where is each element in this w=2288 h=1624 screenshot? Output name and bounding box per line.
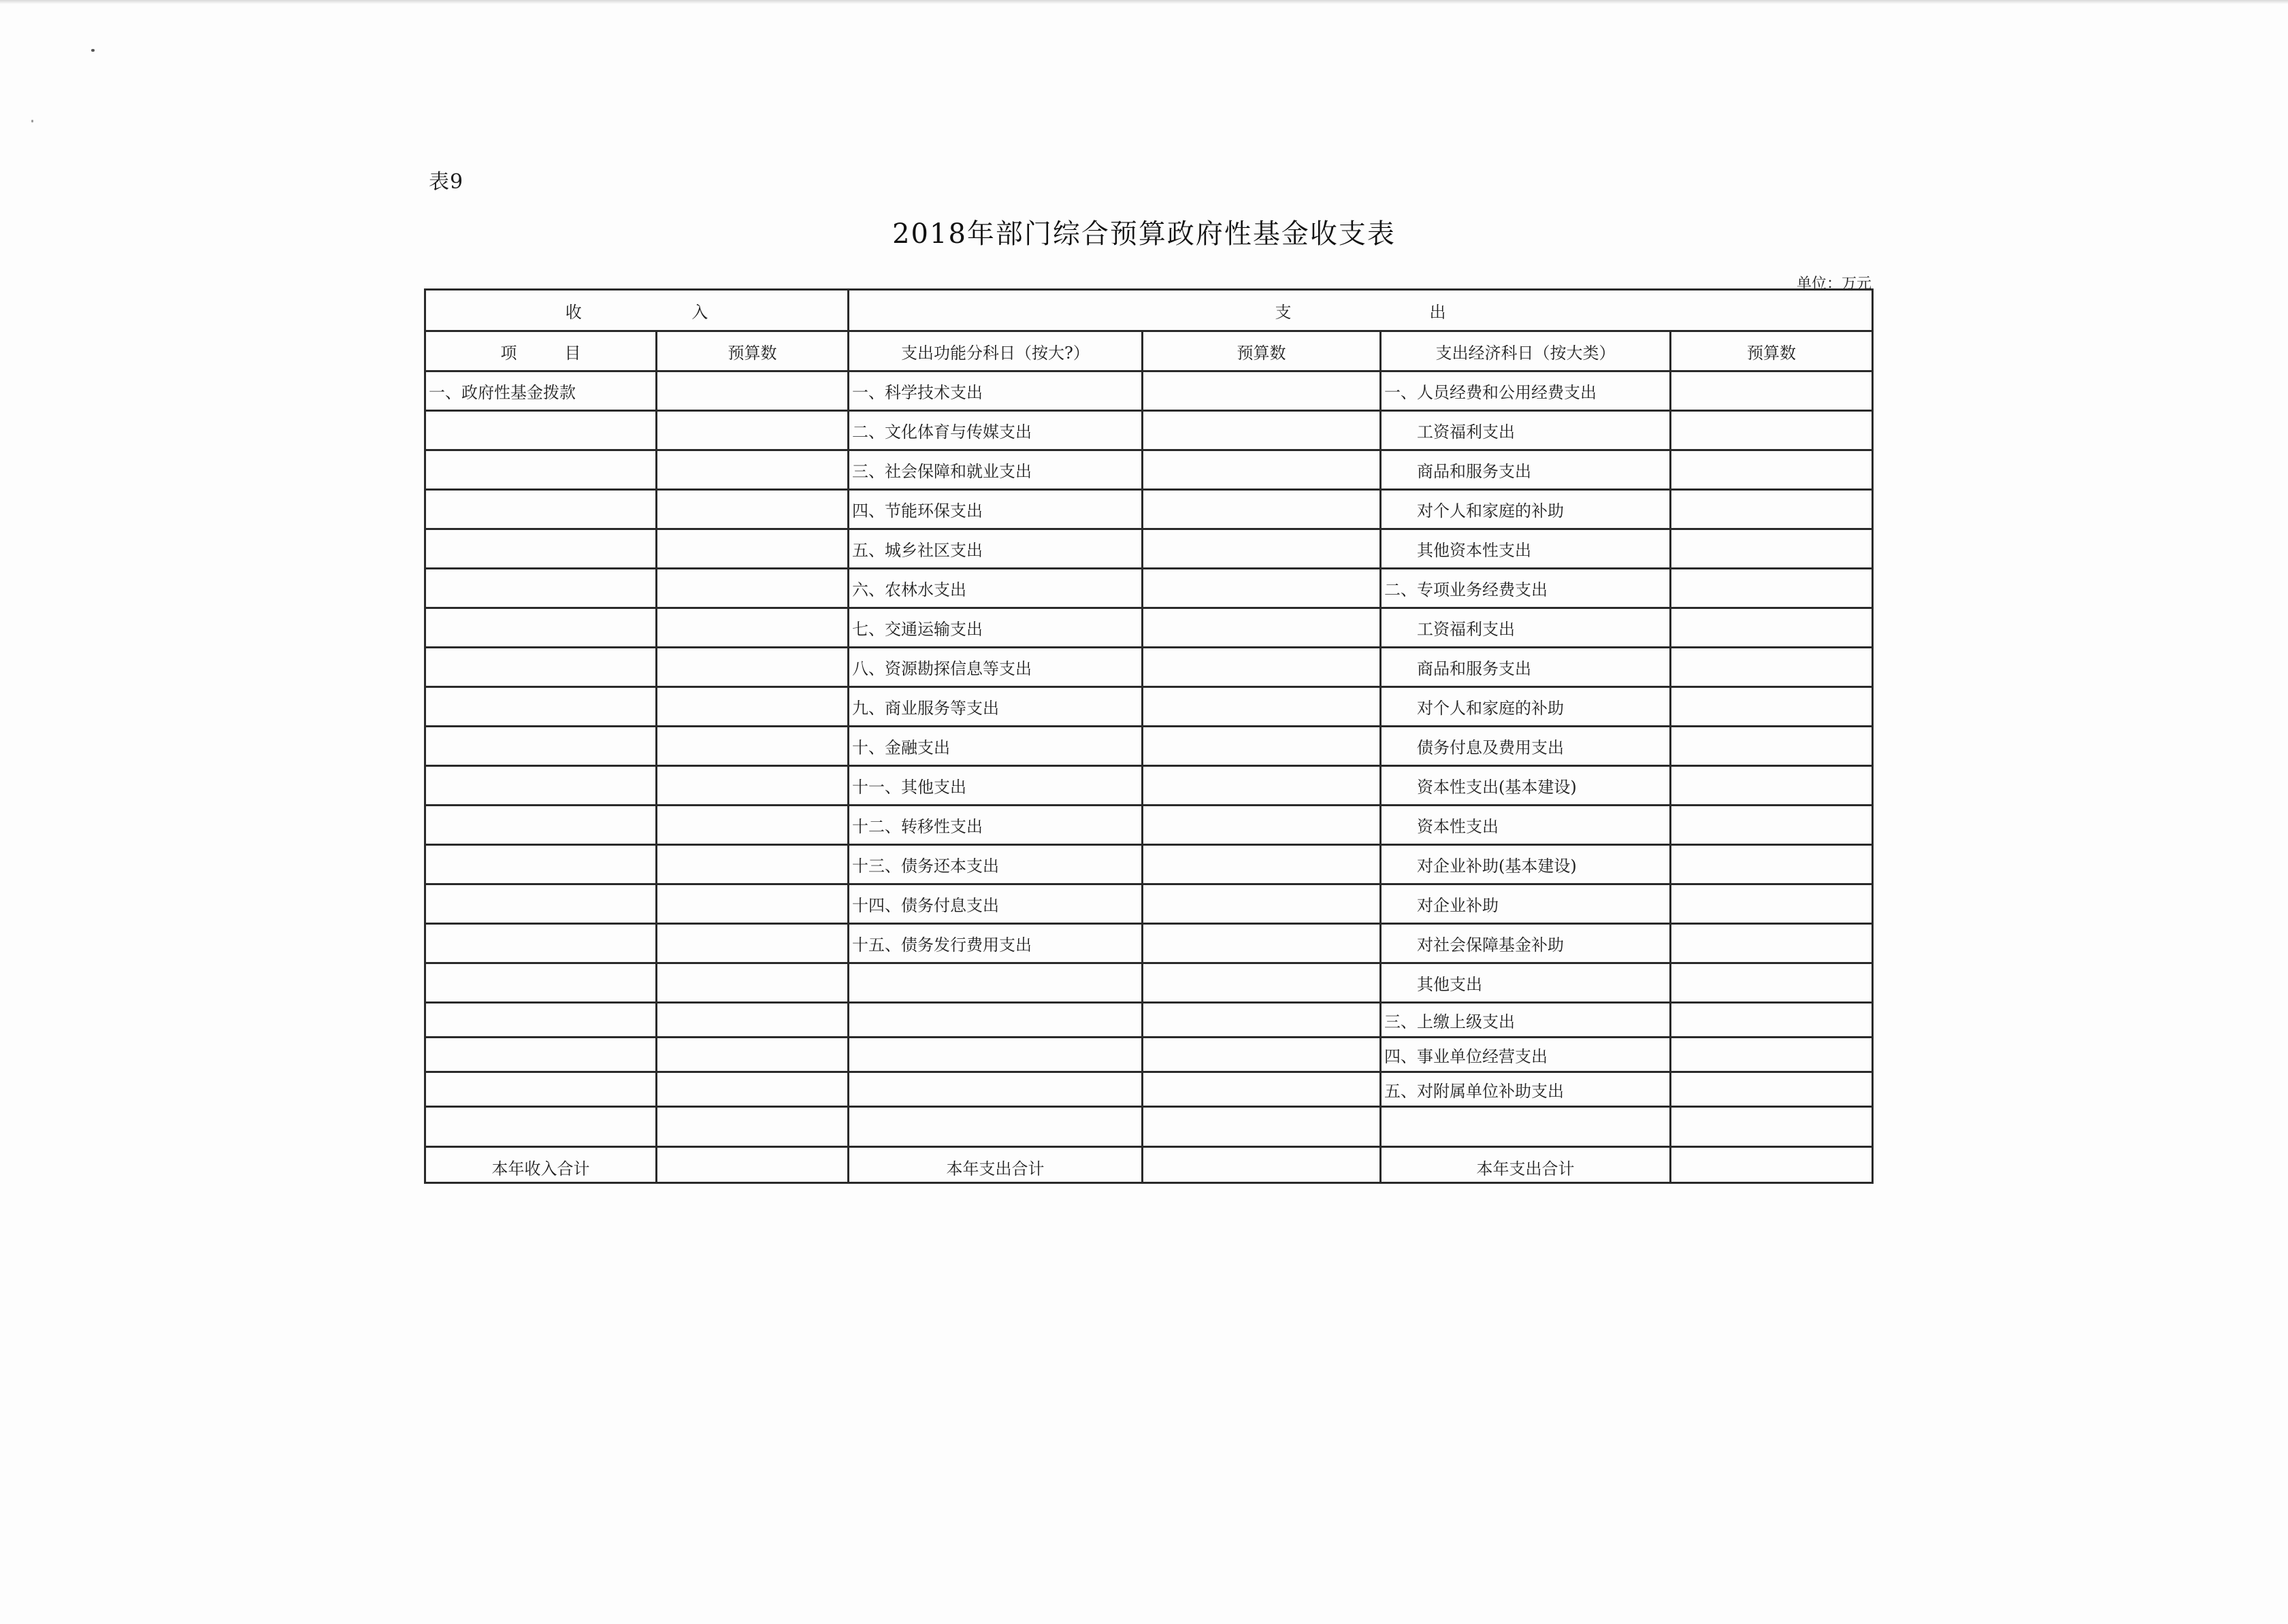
income-budget-cell [657, 727, 849, 766]
econ-budget-cell [1671, 569, 1873, 608]
income-budget-cell [657, 963, 849, 1003]
table-row [425, 766, 1873, 806]
econ-budget-cell [1671, 1038, 1873, 1072]
item-char-1: 项 [500, 343, 517, 363]
col-header-func: 支出功能分科日（按大?） [849, 331, 1143, 371]
func-item-cell [849, 1038, 1143, 1072]
func-budget-cell [1143, 727, 1381, 766]
func-budget-cell [1143, 450, 1381, 490]
func-total-label: 本年支出合计 [849, 1147, 1143, 1183]
econ-item-cell: 一、人员经费和公用经费支出 [1381, 371, 1671, 411]
scan-speck [91, 49, 95, 52]
table-row [425, 884, 1873, 924]
income-budget-cell [657, 766, 849, 806]
econ-budget-cell [1671, 924, 1873, 963]
econ-budget-cell [1671, 884, 1873, 924]
func-item-cell: 十、金融支出 [849, 727, 1143, 766]
econ-item-cell: 对企业补助 [1381, 884, 1671, 924]
table-row [425, 529, 1873, 569]
econ-budget-cell [1671, 490, 1873, 529]
column-header-row [425, 331, 1873, 371]
col-header-budget-3: 预算数 [1671, 331, 1873, 371]
econ-budget-cell [1671, 1072, 1873, 1107]
income-char-2: 入 [691, 302, 708, 322]
econ-item-cell: 三、上缴上级支出 [1381, 1003, 1671, 1038]
scan-speck [31, 120, 33, 122]
income-item-cell [425, 963, 657, 1003]
func-item-cell: 十五、债务发行费用支出 [849, 924, 1143, 963]
func-budget-cell [1143, 529, 1381, 569]
table-row [425, 963, 1873, 1003]
func-budget-cell [1143, 963, 1381, 1003]
income-budget-cell [657, 450, 849, 490]
func-budget-cell [1143, 411, 1381, 450]
table-row [425, 1003, 1873, 1038]
document-title: 2018年部门综合预算政府性基金收支表 [892, 218, 1396, 250]
econ-item-cell: 商品和服务支出 [1381, 450, 1671, 490]
income-budget-cell [657, 608, 849, 648]
income-budget-cell [657, 806, 849, 845]
econ-item-cell: 其他支出 [1381, 963, 1671, 1003]
table-row [425, 1072, 1873, 1107]
func-item-cell: 十一、其他支出 [849, 766, 1143, 806]
table-row [425, 648, 1873, 687]
econ-item-cell: 五、对附属单位补助支出 [1381, 1072, 1671, 1107]
func-budget-cell [1143, 766, 1381, 806]
func-budget-cell [1143, 924, 1381, 963]
func-budget-cell [1143, 1038, 1381, 1072]
econ-budget-cell [1671, 411, 1873, 450]
col-header-econ: 支出经济科日（按大类） [1381, 331, 1671, 371]
income-item-cell [425, 450, 657, 490]
income-item-cell [425, 411, 657, 450]
func-item-cell: 七、交通运输支出 [849, 608, 1143, 648]
econ-item-cell: 其他资本性支出 [1381, 529, 1671, 569]
func-item-cell: 四、节能环保支出 [849, 490, 1143, 529]
budget-table [424, 288, 1874, 1184]
econ-budget-cell [1671, 450, 1873, 490]
income-budget-cell [657, 569, 849, 608]
econ-total-value [1671, 1147, 1873, 1183]
func-budget-cell [1143, 569, 1381, 608]
func-budget-cell [1143, 1072, 1381, 1107]
income-budget-cell [657, 648, 849, 687]
income-budget-cell [657, 1003, 849, 1038]
income-budget-cell [657, 1038, 849, 1072]
econ-budget-cell [1671, 766, 1873, 806]
expense-char-2: 出 [1429, 302, 1446, 322]
income-item-cell [425, 845, 657, 884]
func-item-cell: 二、文化体育与传媒支出 [849, 411, 1143, 450]
econ-item-cell: 工资福利支出 [1381, 608, 1671, 648]
total-row [425, 1147, 1873, 1183]
blank-cell [1671, 1107, 1873, 1147]
table-row [425, 806, 1873, 845]
func-item-cell: 十四、债务付息支出 [849, 884, 1143, 924]
econ-item-cell: 对企业补助(基本建设) [1381, 845, 1671, 884]
func-item-cell: 十二、转移性支出 [849, 806, 1143, 845]
income-item-cell [425, 1038, 657, 1072]
col-header-budget: 预算数 [657, 331, 849, 371]
econ-budget-cell [1671, 845, 1873, 884]
func-budget-cell [1143, 806, 1381, 845]
econ-budget-cell [1671, 1003, 1873, 1038]
func-budget-cell [1143, 648, 1381, 687]
table-row [425, 569, 1873, 608]
econ-budget-cell [1671, 806, 1873, 845]
func-item-cell [849, 1003, 1143, 1038]
income-char-1: 收 [565, 302, 582, 322]
income-budget-cell [657, 411, 849, 450]
table-row [425, 411, 1873, 450]
income-budget-cell [657, 529, 849, 569]
econ-item-cell: 工资福利支出 [1381, 411, 1671, 450]
econ-budget-cell [1671, 529, 1873, 569]
item-char-2: 目 [564, 343, 581, 363]
econ-item-cell: 商品和服务支出 [1381, 648, 1671, 687]
func-item-cell: 一、科学技术支出 [849, 371, 1143, 411]
econ-item-cell: 四、事业单位经营支出 [1381, 1038, 1671, 1072]
income-group-header [425, 290, 849, 331]
func-total-value [1143, 1147, 1381, 1183]
blank-cell [1381, 1107, 1671, 1147]
func-budget-cell [1143, 687, 1381, 727]
income-budget-cell [657, 1072, 849, 1107]
econ-budget-cell [1671, 963, 1873, 1003]
income-item-cell [425, 806, 657, 845]
income-budget-cell [657, 845, 849, 884]
income-item-cell [425, 608, 657, 648]
table-row [425, 608, 1873, 648]
table-number: 表9 [429, 170, 464, 194]
econ-item-cell: 对个人和家庭的补助 [1381, 687, 1671, 727]
income-item-cell [425, 1072, 657, 1107]
func-item-cell: 五、城乡社区支出 [849, 529, 1143, 569]
econ-budget-cell [1671, 608, 1873, 648]
blank-cell [657, 1107, 849, 1147]
income-item-cell: 一、政府性基金拨款 [425, 371, 657, 411]
func-budget-cell [1143, 371, 1381, 411]
func-item-cell: 三、社会保障和就业支出 [849, 450, 1143, 490]
expense-group-header [849, 290, 1873, 331]
unit-label: 单位：万元 [1796, 276, 1872, 293]
econ-item-cell: 二、专项业务经费支出 [1381, 569, 1671, 608]
econ-item-cell: 对社会保障基金补助 [1381, 924, 1671, 963]
col-header-item [425, 331, 657, 371]
econ-total-label: 本年支出合计 [1381, 1147, 1671, 1183]
econ-item-cell: 债务付息及费用支出 [1381, 727, 1671, 766]
table-row [425, 371, 1873, 411]
income-budget-cell [657, 490, 849, 529]
income-item-cell [425, 687, 657, 727]
income-item-cell [425, 569, 657, 608]
func-budget-cell [1143, 490, 1381, 529]
income-budget-cell [657, 924, 849, 963]
econ-item-cell: 资本性支出(基本建设) [1381, 766, 1671, 806]
func-budget-cell [1143, 1003, 1381, 1038]
blank-cell [425, 1107, 657, 1147]
econ-budget-cell [1671, 648, 1873, 687]
func-item-cell [849, 1072, 1143, 1107]
income-item-cell [425, 490, 657, 529]
scan-edge [0, 0, 2288, 4]
income-item-cell [425, 727, 657, 766]
func-budget-cell [1143, 845, 1381, 884]
func-item-cell [849, 963, 1143, 1003]
income-item-cell [425, 924, 657, 963]
income-budget-cell [657, 371, 849, 411]
table-row [425, 924, 1873, 963]
econ-item-cell: 资本性支出 [1381, 806, 1671, 845]
table-row [425, 1038, 1873, 1072]
func-budget-cell [1143, 884, 1381, 924]
income-item-cell [425, 766, 657, 806]
income-budget-cell [657, 687, 849, 727]
table-row [425, 687, 1873, 727]
func-budget-cell [1143, 608, 1381, 648]
col-header-budget-2: 预算数 [1143, 331, 1381, 371]
income-item-cell [425, 884, 657, 924]
table-row [425, 490, 1873, 529]
table-row [425, 450, 1873, 490]
func-item-cell: 九、商业服务等支出 [849, 687, 1143, 727]
econ-budget-cell [1671, 371, 1873, 411]
income-total-value [657, 1147, 849, 1183]
table-row [425, 727, 1873, 766]
func-item-cell: 十三、债务还本支出 [849, 845, 1143, 884]
income-item-cell [425, 529, 657, 569]
blank-cell [849, 1107, 1143, 1147]
income-total-label: 本年收入合计 [425, 1147, 657, 1183]
econ-item-cell: 对个人和家庭的补助 [1381, 490, 1671, 529]
func-item-cell: 六、农林水支出 [849, 569, 1143, 608]
econ-budget-cell [1671, 727, 1873, 766]
econ-budget-cell [1671, 687, 1873, 727]
income-item-cell [425, 1003, 657, 1038]
table-row [425, 1107, 1873, 1147]
blank-cell [1143, 1107, 1381, 1147]
expense-char-1: 支 [1275, 302, 1292, 322]
table-row [425, 845, 1873, 884]
income-item-cell [425, 648, 657, 687]
income-budget-cell [657, 884, 849, 924]
func-item-cell: 八、资源勘探信息等支出 [849, 648, 1143, 687]
group-header-row [425, 290, 1873, 331]
